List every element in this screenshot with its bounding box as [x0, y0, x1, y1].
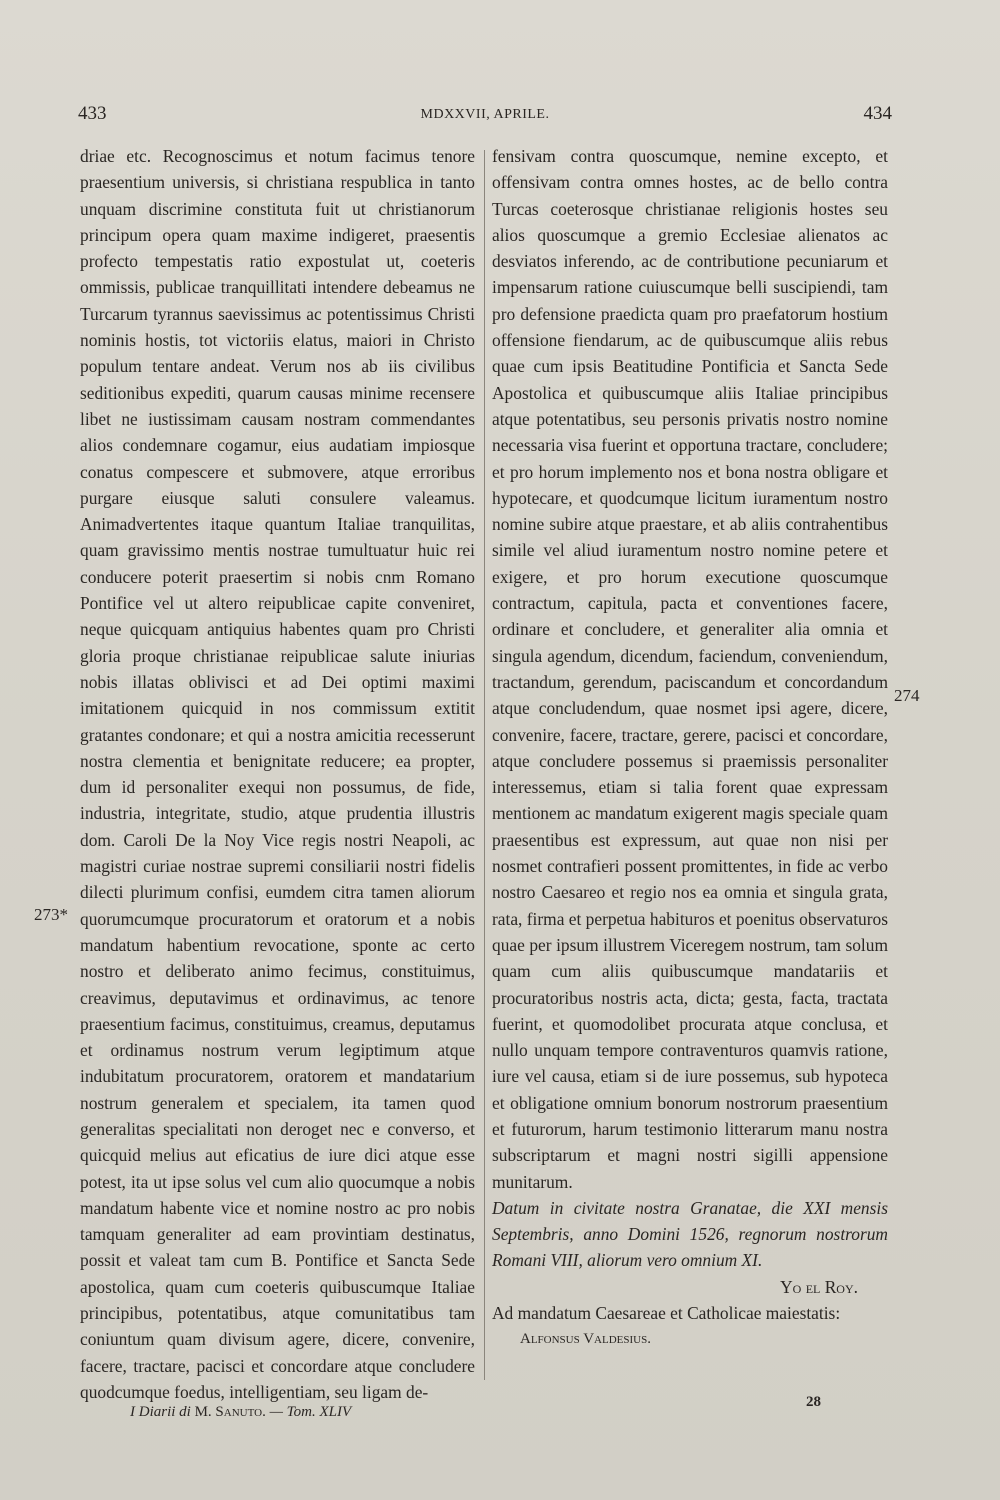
- page-footer: [130, 1404, 460, 1421]
- margin-note-right: 274: [894, 686, 920, 705]
- countersignature: Alfonsus Valdesius.: [520, 1331, 651, 1348]
- footer-work: I Diarii di: [130, 1404, 191, 1420]
- mandate-line: Ad mandatum Caesareae et Catholicae maiestatis:: [492, 1303, 841, 1324]
- footer-volume: — Tom. XLIV: [269, 1404, 352, 1420]
- page-header: [78, 103, 892, 129]
- running-title: MDXXVII, APRILE.: [420, 107, 550, 122]
- right-column-text: fensivam contra quoscumque, nemine excepto, et offensivam contra omnes hostes, ac de bello contra Turcas coeterosque christianae religionis hostes seu alios quoscumque a gremio Ecclesiae alienatos ac desviatos inferendo, ac de contributione pecuniarum et impensarum ratione cuiuscumque belli suscipiendi, tam pro defensione praedicta quam pro praefatorum hostium offensione fiendarum, ac de quibuscumque aliis rebus quae cum ipsis Beatitudine Pontificia et Sancta Sede Apostolica et quibuscumque aliis Italiae principibus atque potentatibus, seu personis privatis nostro nomine necessaria visa fuerint et opportuna tractare, concludere; et pro horum implemento nos et bona nostra obligare et hypotecare, et quodcumque licitum iuramentum nostro nomine subire atque praestare, et ab aliis contrahentibus simile vel aliud iuramentum nostro nomine petere et exigere, et pro horum executione quoscumque contractum, capitula, pacta et conventiones facere, ordinare et concludere, et generaliter alia omnia et singula agendum, dicendum, faciendum, conveniendum, tractandum, gerendum, paciscandum et concordandum atque concludendum, quae nosmet ipsi agere, dicere, convenire, facere, tractare, gerere, pacisci et concordare, atque concludere possemus si praemissis personaliter interessemus, etiam si talia forent quae expressam mentionem ac mandatum exigerent magis speciale quam praesentibus est expressum, aut quae non nisi per nosmet contrafieri possent promittentes, in fide ac verbo nostro Caesareo et regio nos ea omnia et singula grata, rata, firma et perpetua habituros et poenitus observaturos quae per ipsum illustrem Viceregem nostrum, tam solum quam cum aliis quibuscumque mandatariis et procuratoribus nostris acta, dicta; gesta, facta, tractata fuerint, et quomodolibet procurata atque conclusa, et nullo unquam tempore contraventuros quamvis ratione, iure vel causa, etiam si de iure possemus, sub hypoteca et obligatione omnium bonorum nostrorum praesentium et futurorum, harum testimonio litterarum manu nostra subscriptarum et magni nostri sigilli appensione munitarum.: [492, 146, 888, 1192]
- right-column: [492, 143, 888, 1353]
- royal-signature: Yo el Roy.: [780, 1276, 858, 1297]
- signature-mark: 28: [806, 1394, 821, 1410]
- dating-clause: Datum in civitate nostra Granatae, die XXI mensis Septembris, anno Domini 1526, regnorum nostrorum Romani VIII, aliorum vero omnium XI.: [492, 1197, 888, 1271]
- page-number-right: 434: [863, 103, 892, 124]
- column-divider: [484, 150, 485, 1380]
- footer-author: M. Sanuto.: [194, 1404, 266, 1420]
- left-column-text: driae etc. Recognoscimus et notum facimus tenore praesentium universis, si christiana respublica in tanto unquam discrimine constituta fuit ut christianorum principum opera quam maxime indigeret, praesentis profecto tempestatis ratio expostulat ut, coeteris ommissis, publicae tranquillitati intendere debeamus ne Turcarum tyrannus saevissimus ac potentissimus Christi nominis hostis, tot victoriis elatus, maiori in Christo populum tentare andeat. Verum nos ab iis civilibus seditionibus expediti, quarum causas minime recensere libet ne iustissimam causam nostram commendantes alios condemnare cogamur, eius audatiam impiosque conatus compescere et submovere, atque erroribus purgare eiusque saluti consulere valeamus. Animadvertentes itaque quantum Italiae tranquilitas, quam gravissimo mentis nostrae tumultuatur huic rei conducere poterit praesertim si nobis cnm Romano Pontifice vel ut altero reipublicae capite conveniret, neque quicquam antiquius habentes quam pro Christi gloria proque christianae reipublicae salute iniurias nobis illatas oblivisci et ad Dei optimi maximi imitationem quicquid in nos commissum extitit gratantes condonare; et qui a nostra amicitia recesserunt nostra clementia et benignitate reducere; ea propter, dum id personaliter exequi non possumus, de fide, industria, integritate, studio, atque prudentia illustris dom. Caroli De la Noy Vice regis nostri Neapoli, ac magistri curiae nostrae supremi consiliarii nostri fidelis dilecti plurimum confisi, eumdem citra tamen aliorum quorumcumque procuratorum et oratorum et a nobis mandatum habentium revocatione, sponte ac certo nostro et deliberato animo fecimus, constituimus, creavimus, deputavimus et ordinavimus, ac tenore praesentium facimus, constituimus, creamus, deputamus et ordinamus nostrum verum legiptimum atque indubitatum procuratorem, oratorem et mandatarium nostrum generalem et specialem, ita tamen quod generalitas specialitati non deroget nec e converso, et quicquid melius aut eficatius de iure dici atque esse potest, ita ut ipse solus vel cum alio quocumque a nobis mandatum habente vice et nomine nostro ac pro nobis tamquam generaliter ad eam provintiam destinatus, possit et valeat tam cum B. Pontifice et Sancta Sede apostolica, quam cum coeteris quibuscumque Italiae principibus, potentatibus, atque comunitatibus tam coniuntum quam divisum agere, dicere, convenire, facere, tractare, pacisci et concordare atque concludere quodcumque foedus, intelligentiam, seu ligam de-: [80, 146, 475, 1402]
- margin-note-left: 273*: [34, 905, 68, 924]
- page-number-left: 433: [78, 103, 107, 124]
- left-column: [80, 143, 475, 1405]
